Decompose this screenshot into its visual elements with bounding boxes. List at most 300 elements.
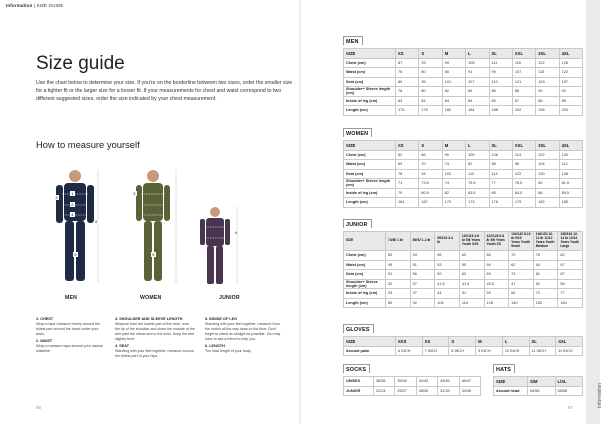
gloves-cell: 9 INCH [476, 346, 503, 356]
gloves-header-row [344, 337, 583, 347]
men-header-cell: S [419, 49, 442, 59]
women-cell: 80.5 [419, 188, 442, 198]
men-marker-6: 6 [95, 219, 98, 224]
junior-cell: 33 [386, 289, 411, 299]
socks-size-section [343, 358, 481, 396]
women-figure-left-leg [144, 221, 152, 281]
men-cell: 85 [489, 96, 512, 106]
hats-row-label: Around head [494, 386, 528, 396]
junior-cell: 81 [533, 270, 558, 280]
socks-cell: 36/38 [374, 377, 395, 387]
men-cell: 192 [512, 106, 535, 116]
men-cell: 78 [396, 87, 419, 97]
women-cell: 130 [559, 150, 582, 160]
men-cell: 129 [536, 77, 559, 87]
women-cell: 83.5 [466, 188, 489, 198]
junior-cell: 63 [459, 270, 484, 280]
junior-row [344, 251, 583, 261]
socks-row [344, 386, 481, 396]
junior-cell: 56 [410, 270, 435, 280]
men-row-label: Waist (cm) [344, 68, 396, 78]
men-row-label: Length (cm) [344, 106, 396, 116]
breadcrumb [6, 3, 64, 8]
men-cell: 111 [489, 58, 512, 68]
page-number-left: 86 [36, 405, 42, 410]
junior-cell: 164 [558, 298, 583, 308]
gloves-size-table [343, 336, 583, 356]
men-size-table [343, 48, 583, 116]
junior-cell: 62 [509, 260, 534, 270]
women-header-cell: 4XL [559, 141, 582, 151]
men-header-cell: XS [396, 49, 419, 59]
junior-figure-label: JUNIOR [219, 295, 240, 301]
women-cell: 78 [396, 169, 419, 179]
junior-row [344, 289, 583, 299]
junior-cell: 53 [435, 260, 460, 270]
women-row [344, 169, 583, 179]
hats-table-body [494, 386, 583, 396]
note-chest-text: Wrap a tape measure evenly around the fullest part around the chest under your arms. [36, 322, 101, 336]
junior-header-cell: SIZE [344, 232, 386, 251]
men-cell: 184 [466, 106, 489, 116]
men-cell: 180 [442, 106, 465, 116]
women-header-cell: L [466, 141, 489, 151]
men-cell: 113 [489, 77, 512, 87]
men-cell: 87 [512, 96, 535, 106]
gloves-table-body [344, 346, 583, 356]
women-header-cell: XXL [512, 141, 535, 151]
junior-cell: 44 [435, 289, 460, 299]
junior-cell: 55 [459, 260, 484, 270]
women-row [344, 188, 583, 198]
side-tab [586, 0, 603, 424]
socks-row [344, 377, 481, 387]
men-cell: 93 [419, 58, 442, 68]
junior-cell: 73 [509, 270, 534, 280]
men-marker-5: 5 [74, 252, 77, 257]
men-row-label: Seat (cm) [344, 77, 396, 87]
junior-cell: 76 [533, 251, 558, 261]
hats-header-cell: S/M [528, 377, 556, 387]
note-inside-leg-text: Standing with your feet together, measure from the crotch all the way down to the floor. Don't forget to stand as straight as possible. You may have to ask a friend to help you. [205, 322, 281, 341]
men-row [344, 68, 583, 78]
men-cell: 82 [442, 87, 465, 97]
women-header-cell: XS [396, 141, 419, 151]
notes-column-1 [36, 315, 106, 354]
junior-cell: 66 [509, 289, 534, 299]
women-cell: 130 [536, 169, 559, 179]
note-sleeve-title: 3. SHOULDER AND SLEEVE LENGTH [115, 317, 183, 321]
women-header-row [344, 141, 583, 151]
men-table-body [344, 58, 583, 115]
men-cell: 122 [559, 68, 582, 78]
men-figure-left-leg [65, 221, 74, 281]
hats-size-table [493, 376, 583, 396]
women-figure-right-leg [154, 221, 162, 281]
men-row [344, 58, 583, 68]
junior-cell: 87 [558, 270, 583, 280]
women-cell: 182 [536, 198, 559, 208]
men-figure-right-arm [87, 185, 94, 223]
junior-header-cell: 86/92 1-2 år [410, 232, 435, 251]
men-header-cell: 4XL [559, 49, 582, 59]
men-cell: 87 [396, 58, 419, 68]
junior-cell: 70 [509, 251, 534, 261]
women-cell: 82 [396, 150, 419, 160]
junior-cell: 72 [533, 289, 558, 299]
junior-cell: 140 [509, 298, 534, 308]
junior-cell: 47 [509, 279, 534, 289]
women-table-body [344, 150, 583, 207]
men-row [344, 77, 583, 87]
women-cell: 78.5 [512, 179, 535, 189]
men-cell: 92 [559, 87, 582, 97]
women-row [344, 150, 583, 160]
junior-header-cell: 98/104 3-4 år [435, 232, 460, 251]
men-cell: 84 [442, 96, 465, 106]
junior-figure-right-leg [216, 246, 223, 284]
women-cell: 112 [559, 160, 582, 170]
men-row [344, 87, 583, 97]
junior-cell: 59 [484, 289, 509, 299]
intro-text: Use the chart below to determine your size. If you're on the borderline between two sizes, order the smaller size for a tighter fit or the larger size for a looser fit. If your measurements for chest and waist correspond to two different suggested sizes, order the size indicated by your chest measurement. [36, 80, 293, 103]
junior-cell: 32 [386, 279, 411, 289]
men-cell: 85 [442, 68, 465, 78]
women-cell: 179 [512, 198, 535, 208]
men-cell: 121 [512, 77, 535, 87]
gloves-size-section [343, 318, 583, 356]
junior-row-label: Chest (cm) [344, 251, 386, 261]
women-cell: 104 [536, 160, 559, 170]
side-tab-label: Information [597, 382, 603, 408]
men-row [344, 106, 583, 116]
junior-header-cell: 110/116 4-6 år 5/6 Years Youth XXS [459, 232, 484, 251]
socks-row-label: JUNIOR [344, 386, 374, 396]
men-cell: 137 [559, 77, 582, 87]
junior-cell: 54 [410, 251, 435, 261]
junior-row [344, 260, 583, 270]
women-section-title: WOMEN [343, 128, 372, 137]
women-cell: 176 [489, 198, 512, 208]
men-cell: 83 [396, 96, 419, 106]
junior-cell: 56 [435, 251, 460, 261]
men-cell: 84 [419, 96, 442, 106]
junior-row-label: Shoulder+ Sleeve length (cm) [344, 279, 386, 289]
junior-figure-torso [206, 218, 224, 246]
junior-header-cell: 122/128 6-8 år 5/6 Years Youth XS [484, 232, 509, 251]
junior-cell: 41.5 [459, 279, 484, 289]
men-cell: 76 [396, 68, 419, 78]
men-cell: 115 [536, 68, 559, 78]
men-section-title: MEN [343, 36, 363, 45]
men-cell: 88 [536, 96, 559, 106]
note-waist-text: Wrap a measure tape around your natural waistline. [36, 344, 103, 353]
note-waist-title: 2. WAIST [36, 339, 53, 343]
junior-figure-right-arm [225, 219, 230, 245]
hats-header-cell: L/XL [555, 377, 583, 387]
page-title: Size guide [36, 53, 125, 74]
women-cell: 73.5 [419, 179, 442, 189]
junior-cell: 67 [558, 260, 583, 270]
junior-cell: 51 [459, 289, 484, 299]
junior-cell: 60 [459, 251, 484, 261]
women-header-cell: M [442, 141, 465, 151]
socks-table-body [344, 377, 481, 396]
junior-cell: 51 [386, 270, 411, 280]
women-cell: 86 [419, 150, 442, 160]
gloves-cell: 10 INCH [502, 346, 529, 356]
socks-cell: 34/36 [459, 386, 480, 396]
junior-cell: 69 [484, 270, 509, 280]
gloves-header-cell: S [449, 337, 476, 347]
hats-row [494, 386, 583, 396]
men-cell: 99 [489, 68, 512, 78]
socks-cell: 28/30 [416, 386, 437, 396]
junior-cell: 37 [410, 289, 435, 299]
junior-row-label: Seat (cm) [344, 270, 386, 280]
women-row-label: Inside of leg (cm) [344, 188, 396, 198]
women-cell: 82 [442, 188, 465, 198]
note-inside-leg-title: 5. INSIDE OF LEG [205, 317, 238, 321]
junior-header-cell: 74/80 1 år [386, 232, 411, 251]
men-marker-4: 4 [71, 212, 74, 217]
breadcrumb-section: Information [6, 3, 33, 8]
men-cell: 89 [559, 96, 582, 106]
men-figure-left-arm [56, 185, 63, 223]
women-cell: 74 [442, 179, 465, 189]
socks-cell: 43/45 [438, 377, 459, 387]
men-cell: 99 [442, 58, 465, 68]
junior-row [344, 279, 583, 289]
men-cell: 88 [512, 87, 535, 97]
hats-cell: 58/58 [555, 386, 583, 396]
junior-size-table [343, 231, 583, 308]
men-cell: 188 [489, 106, 512, 116]
men-cell: 107 [512, 68, 535, 78]
gloves-header-cell: XXS [396, 337, 423, 347]
note-seat-title: 4. SEAT [115, 344, 130, 348]
women-row-label: Waist (cm) [344, 160, 396, 170]
women-cell: 106 [489, 150, 512, 160]
women-header-cell: S [419, 141, 442, 151]
junior-cell: 50 [386, 251, 411, 261]
junior-table-body [344, 251, 583, 308]
women-cell: 84.5 [512, 188, 535, 198]
women-cell: 164 [396, 198, 419, 208]
women-row-label: Seat (cm) [344, 169, 396, 179]
women-cell: 70 [419, 160, 442, 170]
women-cell: 71 [396, 179, 419, 189]
junior-cell: 59 [484, 260, 509, 270]
women-cell: 88 [536, 188, 559, 198]
junior-size-section [343, 213, 583, 308]
men-row [344, 96, 583, 106]
women-header-cell: 3XL [536, 141, 559, 151]
men-row-label: Shoulder+ Sleeve length (cm) [344, 87, 396, 97]
women-cell: 79 [396, 188, 419, 198]
junior-figure-left-arm [200, 219, 205, 245]
men-cell: 90 [536, 87, 559, 97]
gloves-header-cell: XL [529, 337, 556, 347]
women-row [344, 179, 583, 189]
men-cell: 84 [466, 87, 489, 97]
socks-row-label: UNISEX [344, 377, 374, 387]
men-cell: 91 [466, 68, 489, 78]
women-row [344, 160, 583, 170]
socks-cell: 25/27 [395, 386, 416, 396]
gloves-header-cell: L [502, 337, 529, 347]
women-figure-torso [143, 183, 163, 221]
women-cell: 96 [512, 160, 535, 170]
gloves-cell: 8 INCH [449, 346, 476, 356]
men-cell: 116 [512, 58, 535, 68]
junior-cell: 92 [410, 298, 435, 308]
junior-row [344, 270, 583, 280]
women-cell: 75.5 [466, 179, 489, 189]
men-cell: 84 [466, 96, 489, 106]
gloves-header-cell: M [476, 337, 503, 347]
junior-cell: 56 [558, 279, 583, 289]
junior-cell: 59 [435, 270, 460, 280]
women-cell: 88 [489, 160, 512, 170]
men-cell: 173 [396, 106, 419, 116]
women-cell: 94 [419, 169, 442, 179]
women-figure-right-arm [164, 185, 170, 221]
junior-cell: 49 [386, 260, 411, 270]
junior-marker-6: 6 [235, 230, 238, 235]
hats-cell: 54/56 [528, 386, 556, 396]
men-marker-1: 1 [71, 191, 74, 196]
junior-header-cell: 134/140 8-10 år 9/10 Years Youth Small [509, 232, 534, 251]
junior-cell: 41.5 [435, 279, 460, 289]
note-chest-title: 1. CHEST [36, 317, 54, 321]
notes-column-3 [205, 315, 285, 354]
men-cell: 95 [419, 77, 442, 87]
note-length-text: The total length of your body. [205, 349, 252, 353]
hats-size-section [493, 358, 583, 396]
men-cell: 122 [536, 58, 559, 68]
gloves-header-cell: SIZE [344, 337, 396, 347]
men-header-row [344, 49, 583, 59]
men-cell: 80 [419, 68, 442, 78]
women-cell: 185 [559, 198, 582, 208]
women-row [344, 198, 583, 208]
women-cell: 69 [396, 160, 419, 170]
socks-cell: 41/42 [416, 377, 437, 387]
women-cell: 167 [419, 198, 442, 208]
page-number-right: 87 [568, 405, 574, 410]
women-cell: 122 [536, 150, 559, 160]
socks-size-table [343, 376, 481, 396]
junior-cell: 80 [386, 298, 411, 308]
gloves-cell: 11 INCH [556, 346, 583, 356]
women-cell: 173 [466, 198, 489, 208]
women-cell: 110 [466, 169, 489, 179]
women-row-label: Length (cm) [344, 198, 396, 208]
men-header-cell: 3XL [536, 49, 559, 59]
junior-cell: 37 [410, 279, 435, 289]
men-figure-head [69, 170, 81, 182]
men-cell: 176 [419, 106, 442, 116]
men-marker-2: 2 [71, 202, 74, 207]
women-figure-left-arm [136, 185, 142, 221]
junior-figure-left-leg [207, 246, 214, 284]
junior-row-label: Waist (cm) [344, 260, 386, 270]
socks-section-title: SOCKS [343, 364, 370, 373]
women-cell: 100 [466, 150, 489, 160]
men-header-cell: XXL [512, 49, 535, 59]
gloves-row-label: Around palm [344, 346, 396, 356]
gloves-section-title: GLOVES [343, 324, 374, 333]
women-cell: 90 [442, 150, 465, 160]
gloves-cell: 11 INCH [529, 346, 556, 356]
junior-row-label: Inside of leg (cm) [344, 289, 386, 299]
women-size-section [343, 122, 583, 208]
page-gutter [299, 0, 301, 424]
junior-header-row [344, 232, 583, 251]
note-sleeve-text: Measure from the lowest part of the neck, over the tip of the shoulder and down the outside of the arm past the elbow and to the wrist. Keep the arm slightly bent. [115, 322, 195, 341]
women-cell: 77 [489, 179, 512, 189]
junior-figure-illustration [190, 205, 240, 287]
hats-header-row [494, 377, 583, 387]
junior-cell: 52 [533, 279, 558, 289]
junior-row-label: Length (cm) [344, 298, 386, 308]
hats-header-cell: SIZE [494, 377, 528, 387]
women-row-label: Chest (cm) [344, 150, 396, 160]
men-header-cell: M [442, 49, 465, 59]
men-cell: 107 [466, 77, 489, 87]
women-row-label: Shoulder+ Sleeve length (cm) [344, 179, 396, 189]
junior-figure-head [210, 207, 220, 217]
men-row-label: Chest (cm) [344, 58, 396, 68]
women-cell: 170 [442, 198, 465, 208]
junior-cell: 45.5 [484, 279, 509, 289]
socks-cell: 39/40 [395, 377, 416, 387]
men-row-label: Inside of leg (cm) [344, 96, 396, 106]
hats-section-title: HATS [493, 364, 515, 373]
women-cell: 85 [489, 188, 512, 198]
junior-cell: 66 [484, 251, 509, 261]
junior-cell: 77 [558, 289, 583, 299]
men-header-cell: L [466, 49, 489, 59]
women-cell: 89.5 [559, 188, 582, 198]
men-size-section [343, 30, 583, 116]
junior-cell: 152 [533, 298, 558, 308]
women-marker-5: 5 [152, 252, 155, 257]
women-cell: 122 [512, 169, 535, 179]
women-cell: 81.5 [559, 179, 582, 189]
gloves-header-cell: XXL [556, 337, 583, 347]
note-length-title: 6. LENGTH [205, 344, 225, 348]
socks-cell: 22/24 [374, 386, 395, 396]
junior-header-cell: 146/152 10-12 år 11/12 Years Youth Medium [533, 232, 558, 251]
women-cell: 80 [536, 179, 559, 189]
men-header-cell: XL [489, 49, 512, 59]
men-figure-illustration [50, 167, 100, 287]
men-cell: 200 [559, 106, 582, 116]
men-figure-right-leg [76, 221, 85, 281]
junior-cell: 128 [484, 298, 509, 308]
gloves-cell: 7 INCH [422, 346, 449, 356]
women-figure-head [147, 170, 159, 182]
junior-header-cell: 158/164 12-14 år 13/14 Years Youth Large [558, 232, 583, 251]
women-header-cell: XL [489, 141, 512, 151]
men-cell: 89 [396, 77, 419, 87]
notes-column-2 [115, 315, 195, 359]
men-header-cell: SIZE [344, 49, 396, 59]
women-cell: 82 [466, 160, 489, 170]
men-cell: 196 [536, 106, 559, 116]
